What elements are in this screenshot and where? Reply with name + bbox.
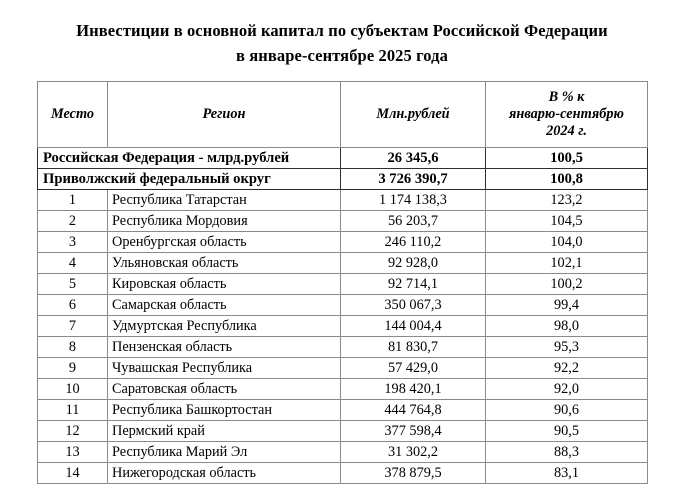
cell-region: Оренбургская область xyxy=(108,232,341,253)
cell-mln: 377 598,4 xyxy=(341,421,486,442)
summary-percent-russia: 100,5 xyxy=(486,148,648,169)
cell-percent: 100,2 xyxy=(486,274,648,295)
cell-place: 10 xyxy=(38,379,108,400)
cell-place: 2 xyxy=(38,211,108,232)
summary-mln-volga-district: 3 726 390,7 xyxy=(341,169,486,190)
cell-mln: 56 203,7 xyxy=(341,211,486,232)
cell-mln: 92 928,0 xyxy=(341,253,486,274)
table-header-row xyxy=(38,82,648,148)
cell-place: 11 xyxy=(38,400,108,421)
cell-region: Самарская область xyxy=(108,295,341,316)
cell-mln: 57 429,0 xyxy=(341,358,486,379)
cell-mln: 246 110,2 xyxy=(341,232,486,253)
summary-percent-volga-district: 100,8 xyxy=(486,169,648,190)
cell-percent: 90,5 xyxy=(486,421,648,442)
table-row xyxy=(38,337,648,358)
cell-place: 3 xyxy=(38,232,108,253)
table-row xyxy=(38,379,648,400)
column-header-percent xyxy=(486,82,648,148)
title-line-2: в январе-сентябре 2025 года xyxy=(236,46,448,65)
cell-percent: 83,1 xyxy=(486,463,648,484)
cell-place: 8 xyxy=(38,337,108,358)
cell-percent: 90,6 xyxy=(486,400,648,421)
column-header-place: Место xyxy=(38,82,108,148)
investment-table xyxy=(37,81,648,484)
cell-mln: 92 714,1 xyxy=(341,274,486,295)
cell-region: Республика Татарстан xyxy=(108,190,341,211)
table-body xyxy=(38,148,648,484)
cell-place: 7 xyxy=(38,316,108,337)
table-row xyxy=(38,295,648,316)
summary-row-volga-district xyxy=(38,169,648,190)
table-row xyxy=(38,442,648,463)
cell-region: Саратовская область xyxy=(108,379,341,400)
cell-region: Республика Марий Эл xyxy=(108,442,341,463)
cell-place: 6 xyxy=(38,295,108,316)
cell-place: 4 xyxy=(38,253,108,274)
cell-percent: 102,1 xyxy=(486,253,648,274)
cell-place: 9 xyxy=(38,358,108,379)
cell-region: Республика Мордовия xyxy=(108,211,341,232)
column-header-percent-line-1: В % к xyxy=(548,89,585,105)
table-row xyxy=(38,463,648,484)
cell-region: Ульяновская область xyxy=(108,253,341,274)
cell-percent: 98,0 xyxy=(486,316,648,337)
summary-row-russia xyxy=(38,148,648,169)
investment-table-container xyxy=(37,81,647,484)
table-row xyxy=(38,211,648,232)
cell-percent: 123,2 xyxy=(486,190,648,211)
cell-mln: 350 067,3 xyxy=(341,295,486,316)
cell-region: Удмуртская Республика xyxy=(108,316,341,337)
cell-region: Республика Башкортостан xyxy=(108,400,341,421)
summary-mln-russia: 26 345,6 xyxy=(341,148,486,169)
cell-place: 14 xyxy=(38,463,108,484)
cell-mln: 81 830,7 xyxy=(341,337,486,358)
cell-place: 12 xyxy=(38,421,108,442)
cell-percent: 92,2 xyxy=(486,358,648,379)
cell-region: Чувашская Республика xyxy=(108,358,341,379)
summary-name-volga-district: Приволжский федеральный округ xyxy=(38,169,341,190)
cell-percent: 92,0 xyxy=(486,379,648,400)
cell-percent: 99,4 xyxy=(486,295,648,316)
cell-region: Кировская область xyxy=(108,274,341,295)
table-row xyxy=(38,421,648,442)
cell-mln: 198 420,1 xyxy=(341,379,486,400)
table-row xyxy=(38,358,648,379)
cell-place: 13 xyxy=(38,442,108,463)
table-row xyxy=(38,190,648,211)
column-header-percent-line-2: январю-сентябрю xyxy=(509,106,624,122)
cell-mln: 444 764,8 xyxy=(341,400,486,421)
table-row xyxy=(38,253,648,274)
cell-place: 5 xyxy=(38,274,108,295)
table-row xyxy=(38,400,648,421)
column-header-region: Регион xyxy=(108,82,341,148)
column-header-percent-line-3: 2024 г. xyxy=(546,123,587,139)
cell-mln: 31 302,2 xyxy=(341,442,486,463)
cell-percent: 88,3 xyxy=(486,442,648,463)
cell-mln: 144 004,4 xyxy=(341,316,486,337)
title-line-1: Инвестиции в основной капитал по субъектам Российской Федерации xyxy=(76,21,608,40)
table-row xyxy=(38,274,648,295)
table-row xyxy=(38,316,648,337)
cell-region: Нижегородская область xyxy=(108,463,341,484)
cell-mln: 378 879,5 xyxy=(341,463,486,484)
cell-mln: 1 174 138,3 xyxy=(341,190,486,211)
cell-region: Пермский край xyxy=(108,421,341,442)
page-title xyxy=(0,0,684,68)
cell-region: Пензенская область xyxy=(108,337,341,358)
cell-percent: 95,3 xyxy=(486,337,648,358)
summary-name-russia: Российская Федерация - млрд.рублей xyxy=(38,148,341,169)
table-row xyxy=(38,232,648,253)
cell-place: 1 xyxy=(38,190,108,211)
cell-percent: 104,5 xyxy=(486,211,648,232)
table-header xyxy=(38,82,648,148)
column-header-mln: Млн.рублей xyxy=(341,82,486,148)
cell-percent: 104,0 xyxy=(486,232,648,253)
